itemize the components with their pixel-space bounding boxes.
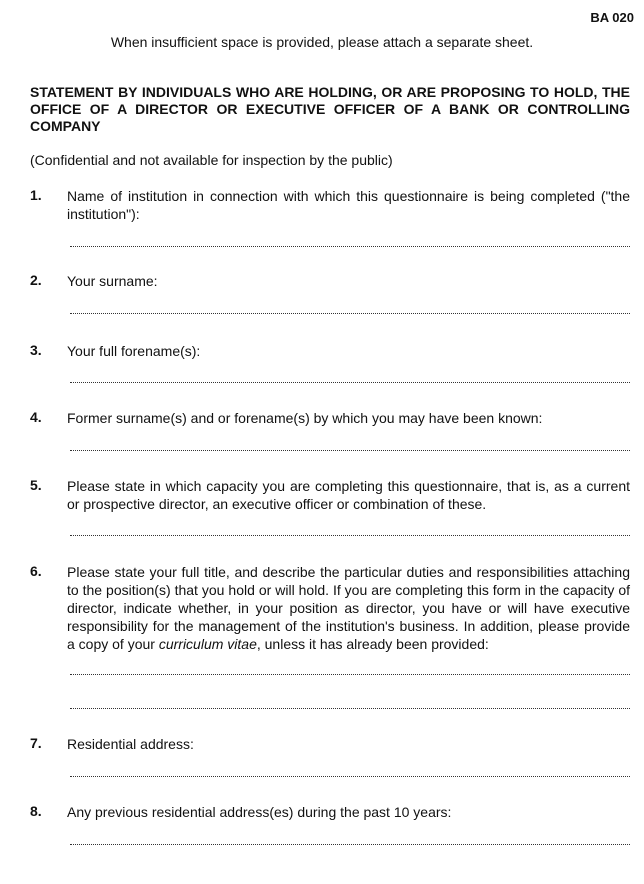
- question-text: Former surname(s) and or forename(s) by which you may have been known:: [67, 410, 543, 426]
- answer-line[interactable]: [70, 774, 630, 777]
- question-number: 5.: [30, 477, 42, 493]
- confidential-note: (Confidential and not available for inspection by the public): [30, 152, 393, 168]
- question-number: 4.: [30, 409, 42, 425]
- answer-line[interactable]: [70, 448, 630, 451]
- question-text: Any previous residential address(es) during the past 10 years:: [67, 804, 452, 820]
- question-text-part: Please state your full title, and describe the particular duties and responsibilities attaching to the position(s) that you hold or will hold. If you are completing this form in the capacity of director, indicate whether, in your position as director, you have or will have executive responsibility for the management of the institution's business. In addition, please provide a copy of your: [67, 564, 630, 652]
- answer-line[interactable]: [70, 842, 630, 845]
- question-text: Residential address:: [67, 736, 194, 752]
- answer-line[interactable]: [70, 380, 630, 383]
- question-text-italic: curriculum vitae: [158, 636, 257, 652]
- question-text: Please state in which capacity you are completing this questionnaire, that is, as a current or prospective director, an executive officer or combination of these.: [67, 478, 630, 512]
- attachment-note: When insufficient space is provided, please attach a separate sheet.: [110, 34, 534, 50]
- question-number: 3.: [30, 342, 42, 358]
- answer-line[interactable]: [70, 533, 630, 536]
- question-number: 7.: [30, 735, 42, 751]
- answer-line[interactable]: [70, 244, 630, 247]
- answer-line[interactable]: [70, 706, 630, 709]
- question-text: [67, 563, 630, 653]
- question-text: Your surname:: [67, 273, 158, 289]
- question-number: 2.: [30, 272, 42, 288]
- question-number: 6.: [30, 563, 42, 579]
- document-title: STATEMENT BY INDIVIDUALS WHO ARE HOLDING, OR ARE PROPOSING TO HOLD, THE OFFICE OF A DIRECTOR OR EXECUTIVE OFFICER OF A BANK OR CONTROLLING COMPANY: [30, 84, 630, 134]
- question-text: Your full forename(s):: [67, 343, 201, 359]
- question-text: Name of institution in connection with which this questionnaire is being completed ("the institution"):: [67, 188, 630, 222]
- question-text-part: , unless it has already been provided:: [256, 636, 489, 652]
- question-number: 1.: [30, 187, 42, 203]
- question-number: 8.: [30, 803, 42, 819]
- answer-line[interactable]: [70, 311, 630, 314]
- answer-line[interactable]: [70, 672, 630, 675]
- form-code: BA 020: [590, 10, 634, 25]
